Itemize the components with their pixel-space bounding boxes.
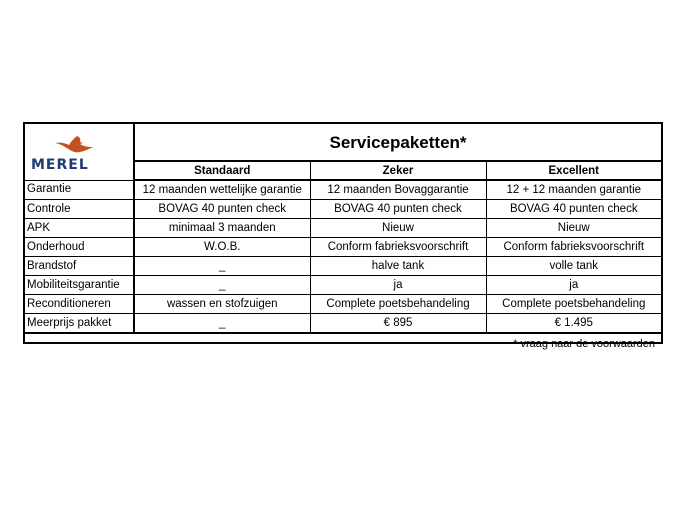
table-cell: volle tank [486,257,661,276]
table-row [25,219,661,238]
row-label: Garantie [25,180,134,200]
table-cell: Conform fabrieksvoorschrift [486,238,661,257]
table-cell: Nieuw [486,219,661,238]
service-packages-table [25,124,661,354]
table-row [25,314,661,334]
table-cell: ja [486,276,661,295]
table-cell: BOVAG 40 punten check [310,200,486,219]
table-row [25,238,661,257]
table-cell: Nieuw [310,219,486,238]
table-cell: BOVAG 40 punten check [134,200,310,219]
page-title: Servicepaketten* [134,124,661,161]
logo-cell [25,124,134,180]
row-label: APK [25,219,134,238]
table-cell: W.O.B. [134,238,310,257]
column-header-standaard: Standaard [134,161,310,180]
logo-wordmark: MEREL [31,156,89,173]
row-label: Reconditioneren [25,295,134,314]
table-cell: _ [134,276,310,295]
footnote: * vraag naar de voorwaarden [513,338,656,350]
row-label: Mobiliteitsgarantie [25,276,134,295]
table-row [25,257,661,276]
table-cell: 12 maanden Bovaggarantie [310,180,486,200]
row-label: Controle [25,200,134,219]
table-cell: Complete poetsbehandeling [310,295,486,314]
service-packages-table-frame [23,122,663,350]
table-cell: ja [310,276,486,295]
merel-logo [25,134,134,173]
table-cell: 12 maanden wettelijke garantie [134,180,310,200]
row-label: Brandstof [25,257,134,276]
row-label: Meerprijs pakket [25,314,134,334]
column-header-excellent: Excellent [486,161,661,180]
table-cell: halve tank [310,257,486,276]
table-row [25,200,661,219]
table-cell: Conform fabrieksvoorschrift [310,238,486,257]
column-header-zeker: Zeker [310,161,486,180]
table-cell: 12 + 12 maanden garantie [486,180,661,200]
table-cell: minimaal 3 maanden [134,219,310,238]
table-cell: Complete poetsbehandeling [486,295,661,314]
table-cell: € 1.495 [486,314,661,334]
row-label: Onderhoud [25,238,134,257]
table-cell: wassen en stofzuigen [134,295,310,314]
table-row [25,295,661,314]
table-row [25,180,661,200]
table-cell: € 895 [310,314,486,334]
table-cell: _ [134,314,310,334]
table-cell: BOVAG 40 punten check [486,200,661,219]
table-cell: _ [134,257,310,276]
table-row [25,276,661,295]
